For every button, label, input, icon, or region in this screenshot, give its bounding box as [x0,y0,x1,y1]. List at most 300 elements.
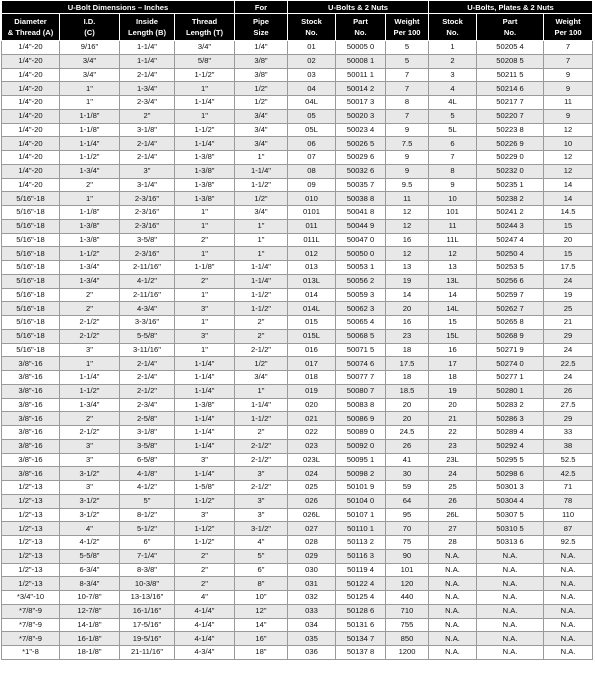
cell-part-no-2: 50250 4 [477,247,544,261]
cell-part-no: 50080 7 [336,384,386,398]
cell-weight-2: 110 [544,508,593,522]
cell-diameter: *7/8"-9 [2,618,60,632]
cell-thread-length: 1-3/8" [175,164,235,178]
cell-inside-length: 2" [120,109,175,123]
cell-weight: 120 [386,577,429,591]
cell-pipe-size: 1/4" [235,41,288,55]
cell-inside-length: 2-3/16" [120,219,175,233]
header-inside-line1: Inside [136,17,158,26]
cell-part-no: 50068 5 [336,329,386,343]
cell-stock-no: 032 [288,591,336,605]
table-row [2,247,593,261]
cell-inside-length: 5" [120,494,175,508]
table-row [2,68,593,82]
header-stock-no-2 [429,14,477,41]
cell-inside-length: 2-11/16" [120,261,175,275]
cell-inside-length: 7-1/4" [120,549,175,563]
cell-pipe-size: 3/8" [235,68,288,82]
table-body [2,41,593,660]
cell-weight-2: 15 [544,247,593,261]
cell-id: 3" [60,453,120,467]
cell-weight: 850 [386,632,429,646]
cell-diameter: 3/8"-16 [2,398,60,412]
cell-stock-no: 027 [288,522,336,536]
cell-weight-2: 52.5 [544,453,593,467]
table-row [2,371,593,385]
cell-part-no-2: 50289 4 [477,426,544,440]
cell-weight-2: 7 [544,41,593,55]
cell-id: 4-1/2" [60,536,120,550]
cell-pipe-size: 2-1/2" [235,343,288,357]
cell-stock-no: 013L [288,274,336,288]
table-row [2,591,593,605]
cell-part-no: 50119 4 [336,563,386,577]
cell-stock-no-2: 28 [429,536,477,550]
cell-weight: 18 [386,343,429,357]
cell-id: 9/16" [60,41,120,55]
cell-thread-length: 4-1/4" [175,632,235,646]
cell-id: 18-1/8" [60,646,120,660]
cell-inside-length: 2-1/2" [120,384,175,398]
cell-pipe-size: 1" [235,219,288,233]
table-row [2,41,593,55]
cell-pipe-size: 2-1/2" [235,481,288,495]
cell-weight: 41 [386,453,429,467]
cell-weight-2: N.A. [544,604,593,618]
cell-pipe-size: 4" [235,536,288,550]
cell-stock-no: 05 [288,109,336,123]
cell-stock-no-2: 26 [429,494,477,508]
cell-stock-no: 024 [288,467,336,481]
cell-weight: 95 [386,508,429,522]
cell-weight-2: 29 [544,412,593,426]
cell-thread-length: 4" [175,591,235,605]
cell-thread-length: 1-1/4" [175,137,235,151]
cell-pipe-size: 1-1/4" [235,398,288,412]
cell-stock-no-2: 15L [429,329,477,343]
cell-id: 3-1/2" [60,467,120,481]
cell-stock-no-2: 15 [429,316,477,330]
cell-part-no-2: 50247 4 [477,233,544,247]
cell-thread-length: 1-3/8" [175,178,235,192]
cell-weight-2: 19 [544,288,593,302]
cell-part-no-2: N.A. [477,604,544,618]
cell-part-no: 50020 3 [336,109,386,123]
cell-diameter: 1/2"-13 [2,577,60,591]
cell-diameter: 3/8"-16 [2,371,60,385]
cell-stock-no: 03 [288,68,336,82]
cell-inside-length: 1-3/4" [120,82,175,96]
cell-part-no-2: N.A. [477,646,544,660]
cell-thread-length: 1" [175,109,235,123]
cell-pipe-size: 2-1/2" [235,439,288,453]
cell-inside-length: 8-3/8" [120,563,175,577]
cell-weight: 30 [386,467,429,481]
cell-id: 2" [60,412,120,426]
cell-diameter: 5/16"-18 [2,329,60,343]
cell-weight-2: N.A. [544,591,593,605]
header-part-no [336,14,386,41]
header-id [60,14,120,41]
table-row [2,522,593,536]
cell-weight-2: 9 [544,68,593,82]
cell-id: 1" [60,82,120,96]
cell-inside-length: 1-1/4" [120,54,175,68]
cell-pipe-size: 2" [235,426,288,440]
cell-stock-no-2: N.A. [429,563,477,577]
cell-part-no-2: 50292 4 [477,439,544,453]
table-row [2,618,593,632]
table-row [2,494,593,508]
cell-thread-length: 2" [175,274,235,288]
cell-pipe-size: 8" [235,577,288,591]
cell-thread-length: 1" [175,343,235,357]
cell-part-no: 50110 1 [336,522,386,536]
cell-diameter: 5/16"-18 [2,206,60,220]
cell-stock-no-2: 101 [429,206,477,220]
cell-weight-2: 24 [544,274,593,288]
cell-stock-no: 04 [288,82,336,96]
cell-id: 6-3/4" [60,563,120,577]
cell-part-no: 50074 6 [336,357,386,371]
header-diameter-line2: & Thread (A) [7,28,54,37]
table-row [2,384,593,398]
cell-diameter: 5/16"-18 [2,219,60,233]
cell-stock-no: 08 [288,164,336,178]
header-columns-row [2,14,593,41]
cell-diameter: 3/8"-16 [2,439,60,453]
cell-stock-no: 026L [288,508,336,522]
cell-thread-length: 2" [175,549,235,563]
header-ubolts-group: U-Bolts & 2 Nuts [288,1,429,14]
cell-stock-no-2: 16 [429,343,477,357]
table-row [2,96,593,110]
cell-weight-2: 14 [544,192,593,206]
cell-thread-length: 1-1/2" [175,68,235,82]
cell-weight: 17.5 [386,357,429,371]
cell-thread-length: 1-1/4" [175,384,235,398]
table-row [2,412,593,426]
cell-thread-length: 1-1/4" [175,371,235,385]
table-row [2,261,593,275]
cell-stock-no: 01 [288,41,336,55]
cell-weight-2: 12 [544,151,593,165]
cell-stock-no: 010 [288,192,336,206]
cell-part-no: 50014 2 [336,82,386,96]
cell-part-no: 50122 4 [336,577,386,591]
cell-pipe-size: 10" [235,591,288,605]
cell-pipe-size: 1/2" [235,357,288,371]
cell-weight: 18 [386,371,429,385]
cell-thread-length: 3" [175,508,235,522]
header-part-line2: No. [354,28,367,37]
cell-stock-no: 018 [288,371,336,385]
cell-weight: 5 [386,54,429,68]
cell-part-no-2: 50277 1 [477,371,544,385]
cell-part-no: 50065 4 [336,316,386,330]
cell-stock-no-2: 12 [429,247,477,261]
cell-id: 3" [60,481,120,495]
cell-part-no-2: N.A. [477,591,544,605]
cell-weight: 90 [386,549,429,563]
header-weight2-line2: Per 100 [554,28,582,37]
cell-part-no: 50116 3 [336,549,386,563]
cell-stock-no: 014L [288,302,336,316]
cell-id: 3/4" [60,54,120,68]
cell-stock-no-2: 26L [429,508,477,522]
cell-id: 3/4" [60,68,120,82]
cell-id: 1-1/2" [60,384,120,398]
cell-stock-no: 025 [288,481,336,495]
cell-weight-2: 15 [544,219,593,233]
cell-id: 1-1/2" [60,151,120,165]
cell-weight-2: N.A. [544,646,593,660]
cell-weight: 7 [386,109,429,123]
cell-thread-length: 1" [175,82,235,96]
cell-id: 10-7/8" [60,591,120,605]
cell-weight-2: 29 [544,329,593,343]
cell-diameter: *7/8"-9 [2,604,60,618]
cell-inside-length: 17-5/16" [120,618,175,632]
cell-part-no: 50107 1 [336,508,386,522]
cell-diameter: 1/4"-20 [2,54,60,68]
table-row [2,508,593,522]
cell-diameter: 1/4"-20 [2,96,60,110]
ubolt-table-container [1,0,594,660]
cell-id: 2" [60,178,120,192]
cell-stock-no-2: 11 [429,219,477,233]
cell-weight-2: 24 [544,343,593,357]
cell-weight: 440 [386,591,429,605]
cell-part-no-2: 50271 9 [477,343,544,357]
cell-part-no-2: 50304 4 [477,494,544,508]
cell-id: 2" [60,288,120,302]
cell-inside-length: 4-3/4" [120,302,175,316]
cell-part-no-2: 50265 8 [477,316,544,330]
cell-pipe-size: 3" [235,508,288,522]
cell-inside-length: 2-3/16" [120,192,175,206]
cell-diameter: *7/8"-9 [2,632,60,646]
cell-weight-2: 22.5 [544,357,593,371]
header-weight-2 [544,14,593,41]
cell-id: 1-3/8" [60,233,120,247]
cell-diameter: 1/2"-13 [2,522,60,536]
cell-pipe-size: 3/4" [235,109,288,123]
cell-part-no-2: 50268 9 [477,329,544,343]
cell-part-no: 50104 0 [336,494,386,508]
cell-pipe-size: 6" [235,563,288,577]
cell-inside-length: 2-5/8" [120,412,175,426]
cell-inside-length: 4-1/8" [120,467,175,481]
cell-weight-2: 11 [544,96,593,110]
cell-inside-length: 16-1/16" [120,604,175,618]
cell-part-no-2: 50226 9 [477,137,544,151]
cell-weight: 5 [386,41,429,55]
cell-thread-length: 2" [175,563,235,577]
cell-weight-2: 14.5 [544,206,593,220]
cell-thread-length: 2" [175,233,235,247]
cell-thread-length: 1" [175,206,235,220]
header-part2-line1: Part [502,17,518,26]
cell-stock-no-2: 14L [429,302,477,316]
cell-thread-length: 1-1/8" [175,261,235,275]
cell-part-no-2: 50214 6 [477,82,544,96]
cell-stock-no-2: 23L [429,453,477,467]
cell-part-no: 50092 0 [336,439,386,453]
cell-inside-length: 3-1/4" [120,178,175,192]
cell-part-no-2: 50238 2 [477,192,544,206]
cell-part-no-2: 50283 2 [477,398,544,412]
cell-id: 2-1/2" [60,426,120,440]
cell-diameter: 1/2"-13 [2,549,60,563]
cell-inside-length: 6-5/8" [120,453,175,467]
cell-inside-length: 3" [120,164,175,178]
cell-stock-no: 029 [288,549,336,563]
cell-part-no-2: 50301 3 [477,481,544,495]
cell-thread-length: 1-1/2" [175,522,235,536]
cell-stock-no: 07 [288,151,336,165]
cell-weight: 12 [386,219,429,233]
cell-inside-length: 4-1/2" [120,274,175,288]
cell-thread-length: 3" [175,302,235,316]
cell-diameter: 1/4"-20 [2,164,60,178]
cell-part-no: 50050 0 [336,247,386,261]
cell-part-no: 50026 5 [336,137,386,151]
cell-part-no-2: N.A. [477,563,544,577]
table-row [2,577,593,591]
cell-weight: 70 [386,522,429,536]
cell-part-no-2: N.A. [477,577,544,591]
cell-id: 2" [60,302,120,316]
cell-part-no: 50083 8 [336,398,386,412]
table-row [2,288,593,302]
cell-inside-length: 2-3/4" [120,96,175,110]
cell-weight-2: 17.5 [544,261,593,275]
cell-thread-length: 1-3/8" [175,151,235,165]
cell-diameter: 5/16"-18 [2,302,60,316]
cell-part-no-2: 50253 5 [477,261,544,275]
cell-stock-no: 016 [288,343,336,357]
cell-weight-2: 9 [544,109,593,123]
cell-id: 1" [60,192,120,206]
cell-inside-length: 3-5/8" [120,233,175,247]
cell-pipe-size: 12" [235,604,288,618]
cell-part-no: 50053 1 [336,261,386,275]
cell-stock-no-2: 27 [429,522,477,536]
table-row [2,109,593,123]
cell-weight: 12 [386,206,429,220]
cell-part-no: 50137 8 [336,646,386,660]
table-row [2,439,593,453]
cell-diameter: *1"-8 [2,646,60,660]
header-stock-line1: Stock [301,17,322,26]
header-inside-length [120,14,175,41]
cell-part-no-2: 50259 7 [477,288,544,302]
cell-stock-no: 026 [288,494,336,508]
table-row [2,343,593,357]
cell-stock-no: 017 [288,357,336,371]
header-part-no-2 [477,14,544,41]
table-row [2,82,593,96]
cell-id: 1-3/4" [60,261,120,275]
cell-id: 4" [60,522,120,536]
header-group-row [2,1,593,14]
cell-part-no: 50089 0 [336,426,386,440]
cell-weight-2: N.A. [544,618,593,632]
cell-pipe-size: 1/2" [235,82,288,96]
table-row [2,316,593,330]
cell-diameter: 5/16"-18 [2,192,60,206]
cell-id: 2-1/2" [60,329,120,343]
cell-id: 12-7/8" [60,604,120,618]
cell-diameter: 1/4"-20 [2,109,60,123]
cell-pipe-size: 16" [235,632,288,646]
cell-pipe-size: 3/4" [235,371,288,385]
cell-diameter: 1/2"-13 [2,563,60,577]
cell-stock-no-2: N.A. [429,632,477,646]
header-dimensions-group: U-Bolt Dimensions – Inches [2,1,235,14]
cell-part-no-2: 50217 7 [477,96,544,110]
cell-inside-length: 1-1/4" [120,41,175,55]
cell-inside-length: 3-1/8" [120,426,175,440]
header-for-label: For [235,1,288,14]
cell-part-no: 50017 3 [336,96,386,110]
cell-inside-length: 2-11/16" [120,288,175,302]
cell-id: 1-3/4" [60,398,120,412]
cell-diameter: *3/4"-10 [2,591,60,605]
cell-weight-2: 14 [544,178,593,192]
header-stock-no [288,14,336,41]
cell-pipe-size: 2" [235,329,288,343]
cell-weight-2: 12 [544,123,593,137]
cell-part-no: 50008 1 [336,54,386,68]
cell-part-no-2: 50286 3 [477,412,544,426]
cell-part-no-2: 50220 7 [477,109,544,123]
cell-thread-length: 1-5/8" [175,481,235,495]
cell-weight-2: 24 [544,371,593,385]
cell-pipe-size: 3/4" [235,123,288,137]
header-inside-line2: Length (B) [128,28,166,37]
cell-diameter: 5/16"-18 [2,233,60,247]
cell-weight: 75 [386,536,429,550]
cell-diameter: 5/16"-18 [2,288,60,302]
cell-id: 2-1/2" [60,316,120,330]
cell-id: 14-1/8" [60,618,120,632]
cell-inside-length: 13-13/16" [120,591,175,605]
cell-diameter: 3/8"-16 [2,467,60,481]
cell-stock-no: 019 [288,384,336,398]
cell-inside-length: 2-3/16" [120,206,175,220]
cell-weight: 9 [386,164,429,178]
cell-diameter: 1/2"-13 [2,536,60,550]
header-weight-line1: Weight [394,17,420,26]
cell-inside-length: 3-5/8" [120,439,175,453]
cell-pipe-size: 1" [235,151,288,165]
header-diameter-line1: Diameter [14,17,47,26]
cell-part-no: 50059 3 [336,288,386,302]
cell-part-no: 50056 2 [336,274,386,288]
cell-weight: 13 [386,261,429,275]
cell-stock-no-2: 4L [429,96,477,110]
cell-weight: 9.5 [386,178,429,192]
cell-diameter: 5/16"-18 [2,274,60,288]
cell-stock-no: 020 [288,398,336,412]
cell-thread-length: 4-3/4" [175,646,235,660]
cell-id: 1-1/8" [60,206,120,220]
cell-weight-2: 10 [544,137,593,151]
cell-part-no-2: 50223 8 [477,123,544,137]
cell-part-no: 50044 9 [336,219,386,233]
